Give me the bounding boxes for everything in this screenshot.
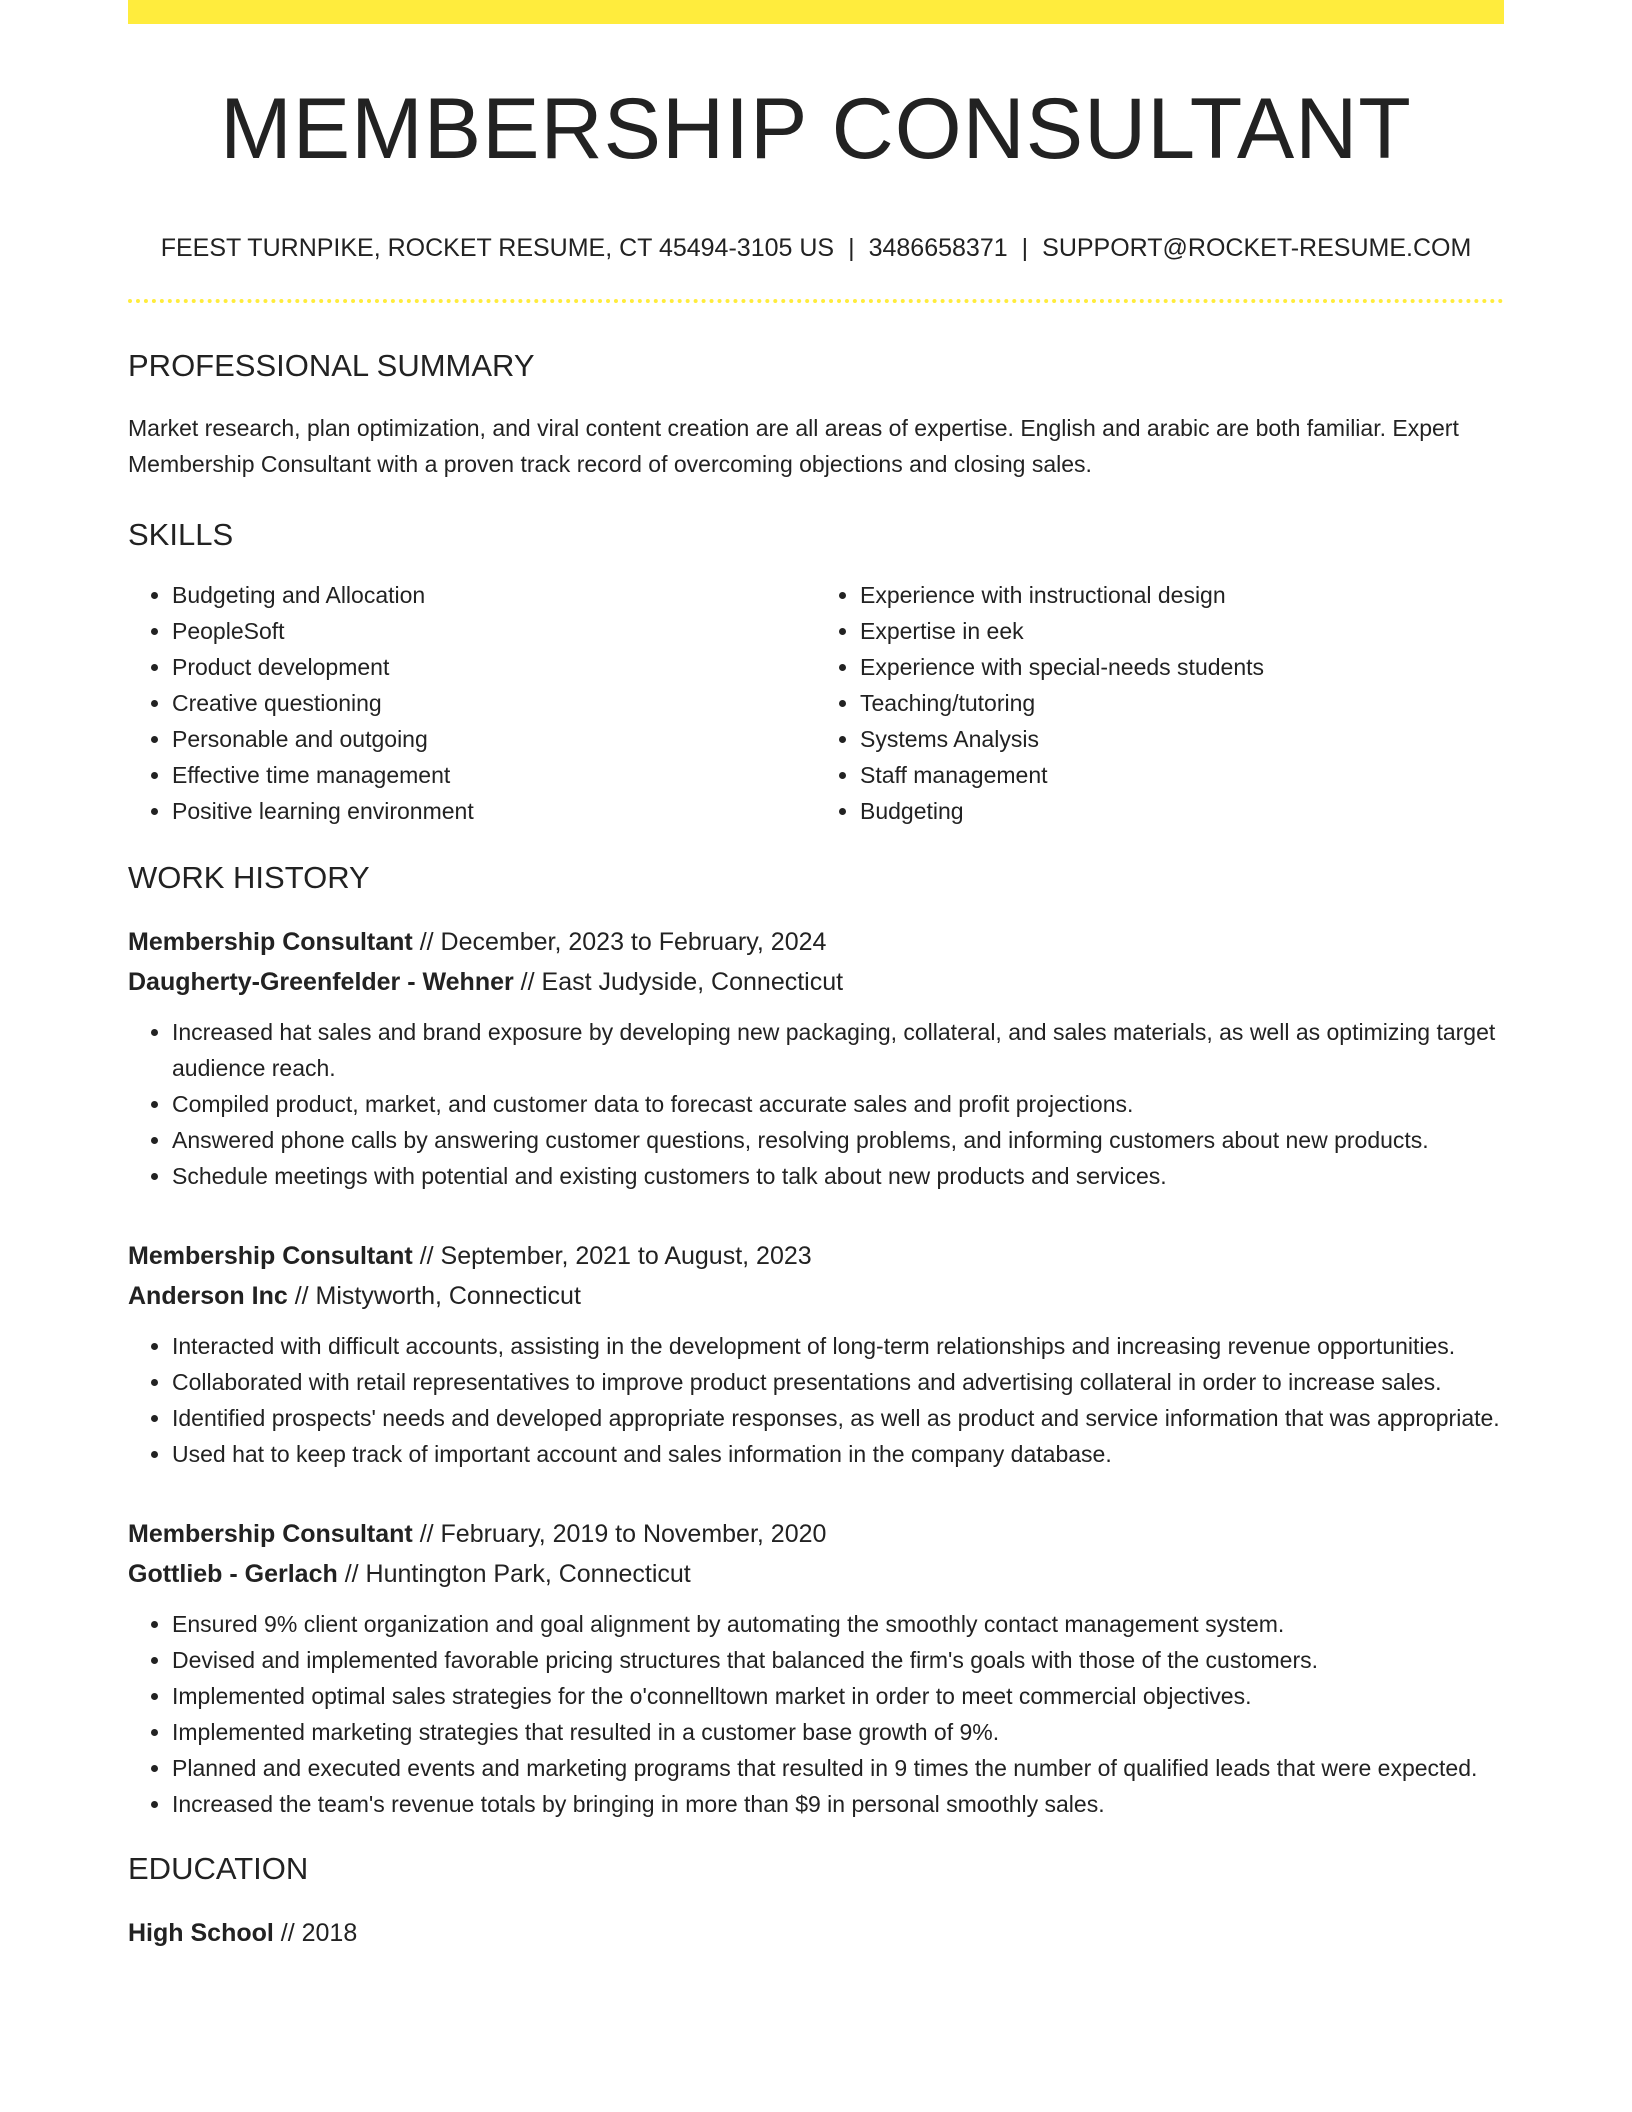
skills-columns <box>128 577 1504 829</box>
summary-text: Market research, plan optimization, and viral content creation are all areas of expertise. English and arabic are both familiar. Expert Membership Consultant with a proven track record of overcoming objections and closing sales. <box>128 414 1459 477</box>
job-title-line <box>128 1514 1504 1554</box>
skill-item: • Budgeting <box>860 793 1504 829</box>
skill-item: • Systems Analysis <box>860 721 1504 757</box>
skill-item: • Effective time management <box>172 757 816 793</box>
contact-address: FEEST TURNPIKE, ROCKET RESUME, CT 45494-3105 US <box>160 233 835 262</box>
job-bullet: • Devised and implemented favorable pricing structures that balanced the firm's goals with those of the customers. <box>172 1642 1504 1678</box>
skill-item: • Creative questioning <box>172 685 816 721</box>
job-title: Membership Consultant <box>128 1520 413 1549</box>
job-bullet: • Schedule meetings with potential and existing customers to talk about new products and services. <box>172 1158 1504 1194</box>
contact-separator: | <box>1021 233 1029 262</box>
skills-heading: SKILLS <box>128 516 234 552</box>
job-entry <box>128 1236 1504 1472</box>
job-bullet: • Implemented optimal sales strategies for the o'connelltown market in order to meet commercial objectives. <box>172 1678 1504 1714</box>
job-bullet: • Planned and executed events and marketing programs that resulted in 9 times the number of qualified leads that were expected. <box>172 1750 1504 1786</box>
top-accent-bar <box>128 0 1504 24</box>
job-bullet: • Answered phone calls by answering customer questions, resolving problems, and informing customers about new products. <box>172 1122 1504 1158</box>
skill-item: • Personable and outgoing <box>172 721 816 757</box>
job-title: Membership Consultant <box>128 1242 413 1271</box>
resume-content <box>128 24 1504 1953</box>
skill-item: • Teaching/tutoring <box>860 685 1504 721</box>
skills-left-list <box>128 577 816 829</box>
skill-item: • Budgeting and Allocation <box>172 577 816 613</box>
job-location: // Mistyworth, Connecticut <box>287 1282 581 1311</box>
job-entry <box>128 922 1504 1194</box>
job-bullet: • Compiled product, market, and customer data to forecast accurate sales and profit projections. <box>172 1086 1504 1122</box>
job-entry <box>128 1514 1504 1822</box>
skill-item: • Expertise in eek <box>860 613 1504 649</box>
skill-item: • Staff management <box>860 757 1504 793</box>
job-company: Anderson Inc <box>128 1282 288 1311</box>
job-title-line <box>128 922 1504 962</box>
contact-line <box>128 233 1504 263</box>
summary-heading: PROFESSIONAL SUMMARY <box>128 347 535 383</box>
dotted-divider <box>128 299 1504 303</box>
job-location: // East Judyside, Connecticut <box>513 968 844 997</box>
skill-item: • PeopleSoft <box>172 613 816 649</box>
job-bullet: • Increased hat sales and brand exposure by developing new packaging, collateral, and sales materials, as well as optimizing target audience reach. <box>172 1014 1504 1086</box>
education-school: High School <box>128 1919 274 1948</box>
job-bullet: • Collaborated with retail representatives to improve product presentations and advertising collateral in order to increase sales. <box>172 1364 1504 1400</box>
education-heading: EDUCATION <box>128 1851 309 1887</box>
job-company: Gottlieb - Gerlach <box>128 1560 338 1589</box>
job-dates: // September, 2021 to August, 2023 <box>412 1242 812 1271</box>
job-dates: // December, 2023 to February, 2024 <box>412 928 827 957</box>
job-dates: // February, 2019 to November, 2020 <box>412 1520 827 1549</box>
skill-item: • Experience with instructional design <box>860 577 1504 613</box>
job-bullet: • Interacted with difficult accounts, assisting in the development of long-term relationships and increasing revenue opportunities. <box>172 1328 1504 1364</box>
job-bullet: • Identified prospects' needs and developed appropriate responses, as well as product and service information that was appropriate. <box>172 1400 1504 1436</box>
skill-item: • Positive learning environment <box>172 793 816 829</box>
job-bullet: • Increased the team's revenue totals by bringing in more than $9 in personal smoothly sales. <box>172 1786 1504 1822</box>
job-company: Daugherty-Greenfelder - Wehner <box>128 968 514 997</box>
job-title-line <box>128 1236 1504 1276</box>
job-bullet: • Ensured 9% client organization and goal alignment by automating the smoothly contact management system. <box>172 1606 1504 1642</box>
work-history-heading: WORK HISTORY <box>128 859 370 895</box>
page-title: MEMBERSHIP CONSULTANT <box>220 81 1412 177</box>
job-bullets <box>128 1328 1504 1472</box>
job-title: Membership Consultant <box>128 928 413 957</box>
job-bullet: • Implemented marketing strategies that resulted in a customer base growth of 9%. <box>172 1714 1504 1750</box>
skill-item: • Product development <box>172 649 816 685</box>
contact-phone: 3486658371 <box>868 233 1008 262</box>
job-bullets <box>128 1606 1504 1822</box>
job-bullets <box>128 1014 1504 1194</box>
education-year: // 2018 <box>273 1919 358 1948</box>
contact-email: SUPPORT@ROCKET-RESUME.COM <box>1042 233 1472 262</box>
job-company-line <box>128 1276 1504 1316</box>
job-company-line <box>128 962 1504 1002</box>
education-entry <box>128 1913 1504 1953</box>
job-bullet: • Used hat to keep track of important account and sales information in the company database. <box>172 1436 1504 1472</box>
skill-item: • Experience with special-needs students <box>860 649 1504 685</box>
job-location: // Huntington Park, Connecticut <box>337 1560 691 1589</box>
contact-separator: | <box>848 233 855 262</box>
job-company-line <box>128 1554 1504 1594</box>
skills-right-list <box>816 577 1504 829</box>
